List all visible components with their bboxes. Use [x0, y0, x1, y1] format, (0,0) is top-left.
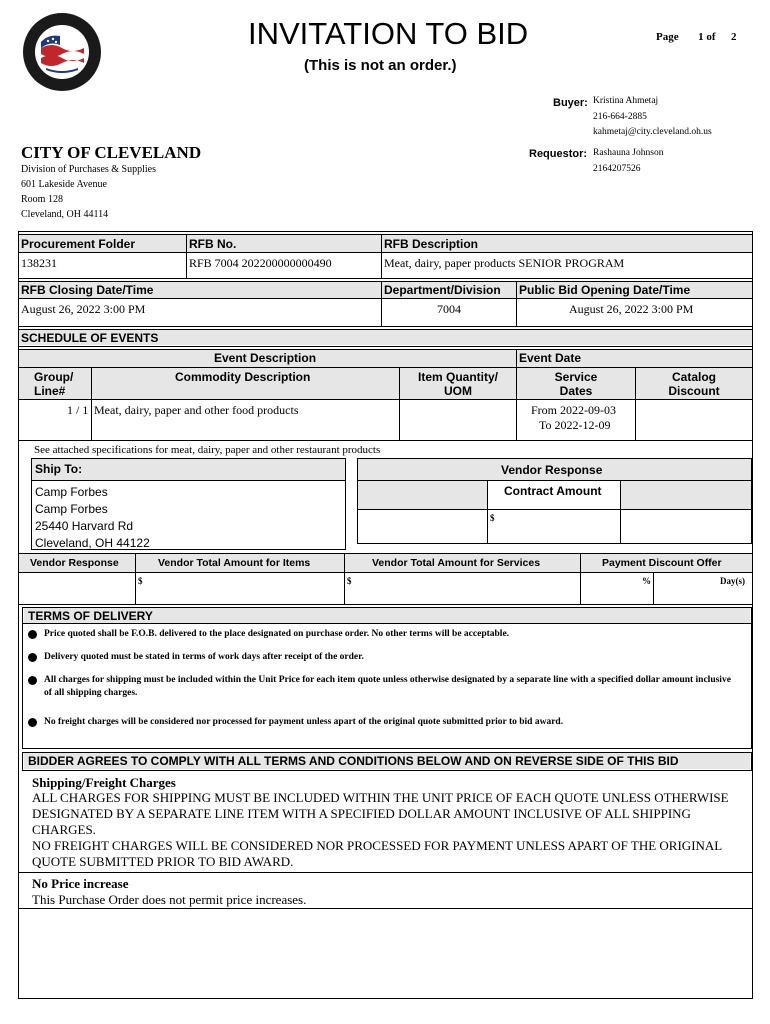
- rule: [344, 554, 345, 604]
- rule: [91, 367, 92, 440]
- vendor-total-services-label: Vendor Total Amount for Services: [372, 557, 541, 569]
- specifications-note: See attached specifications for meat, dairy, paper and other restaurant products: [34, 444, 381, 456]
- discount-percent: %: [642, 576, 651, 586]
- rule: [18, 572, 753, 573]
- terms-item-text: Delivery quoted must be stated in terms of work days after receipt of the order.: [44, 652, 364, 662]
- rfb-no-value: RFB 7004 202200000000490: [189, 256, 332, 270]
- buyer-phone: 216-664-2885: [593, 112, 647, 122]
- rule: [18, 281, 753, 282]
- ship-to-line-3: 25440 Harvard Rd: [35, 519, 134, 533]
- vendor-response-label: Vendor Response: [501, 463, 603, 477]
- procurement-folder-value: 138231: [21, 256, 57, 270]
- shipping-freight-text-1: ALL CHARGES FOR SHIPPING MUST BE INCLUDED WITHIN THE UNIT PRICE OF EACH QUOTE UNLESS OTHERWISE DESIGNATED BY A SEPARATE LINE ITEM WITH A SPECIFIED DOLLAR AMOUNT INCLUSIVE OF ALL SHIPPING CHARGES.: [32, 790, 729, 837]
- rule: [31, 480, 346, 481]
- total-services-dollar: $: [347, 576, 352, 586]
- col-service-dates: Service Dates: [554, 370, 598, 398]
- col-commodity-description: Commodity Description: [175, 370, 311, 384]
- bid-opening-value: August 26, 2022 3:00 PM: [569, 302, 694, 316]
- rule: [357, 509, 752, 510]
- payment-discount-label: Payment Discount Offer: [602, 557, 722, 569]
- service-date-from: From 2022-09-03: [531, 403, 616, 417]
- rule: [620, 480, 621, 544]
- rfb-closing-value: August 26, 2022 3:00 PM: [21, 302, 146, 316]
- rule: [186, 234, 187, 278]
- rule: [18, 604, 753, 605]
- rule: [18, 399, 753, 400]
- page-of: of: [706, 31, 716, 43]
- col-item-quantity: Item Quantity/ UOM: [417, 370, 498, 398]
- requestor-phone: 2164207526: [593, 164, 641, 174]
- org-name: CITY OF CLEVELAND: [21, 143, 202, 162]
- total-items-input[interactable]: [146, 574, 342, 602]
- org-room: Room 128: [21, 194, 63, 205]
- no-price-increase-text: This Purchase Order does not permit price increases.: [32, 892, 307, 907]
- rule: [18, 367, 753, 368]
- rule: [516, 349, 517, 367]
- rule: [18, 908, 753, 909]
- terms-item-text: Price quoted shall be F.O.B. delivered to the place designated on purchase order. No other terms will be acceptable.: [44, 629, 510, 639]
- rule: [18, 234, 753, 235]
- event-date-label: Event Date: [519, 351, 582, 365]
- rule: [381, 281, 382, 326]
- page-total: 2: [731, 31, 737, 43]
- total-services-input[interactable]: [355, 574, 578, 602]
- rule: [516, 281, 517, 326]
- bullet-icon: [28, 630, 37, 639]
- rfb-description-label: RFB Description: [384, 237, 479, 251]
- document-title: INVITATION TO BID: [248, 16, 529, 51]
- org-city: Cleveland, OH 44114: [21, 209, 109, 220]
- city-seal-logo: [22, 12, 102, 92]
- contract-amount-label: Contract Amount: [504, 484, 602, 498]
- buyer-name: Kristina Ahmetaj: [593, 96, 659, 106]
- rule: [22, 770, 752, 771]
- terms-of-delivery-label: TERMS OF DELIVERY: [28, 609, 153, 623]
- schedule-of-events-label: SCHEDULE OF EVENTS: [21, 331, 159, 345]
- ship-to-label: Ship To:: [35, 462, 83, 476]
- rule: [635, 367, 636, 440]
- rule: [135, 554, 136, 604]
- bidder-agrees-label: BIDDER AGREES TO COMPLY WITH ALL TERMS AND CONDITIONS BELOW AND ON REVERSE SIDE OF THIS BID: [28, 754, 679, 768]
- bullet-icon: [28, 653, 37, 662]
- ship-to-line-2: Camp Forbes: [35, 502, 108, 516]
- discount-percent-input[interactable]: [582, 574, 640, 602]
- rule: [18, 440, 753, 441]
- rule: [22, 607, 23, 748]
- department-label: Department/Division: [384, 283, 501, 297]
- rule: [22, 752, 23, 770]
- contract-amount-dollar: $: [490, 513, 495, 523]
- page-number: 1: [698, 31, 704, 43]
- requestor-label: Requestor:: [529, 148, 588, 160]
- contract-amount-input[interactable]: [498, 511, 618, 541]
- discount-days: Day(s): [720, 576, 745, 586]
- rule: [18, 252, 753, 253]
- rule: [381, 234, 382, 278]
- rule: [18, 329, 753, 330]
- event-description-label: Event Description: [214, 351, 317, 365]
- event-header-fill: [19, 349, 752, 399]
- rule: [22, 623, 752, 624]
- rule: [22, 748, 752, 749]
- page-indicator: [656, 31, 737, 43]
- item-line-number: 1 / 1: [67, 403, 89, 417]
- buyer-email[interactable]: kahmetaj@city.cleveland.oh.us: [593, 127, 712, 137]
- org-division: Division of Purchases & Supplies: [21, 164, 156, 175]
- rfb-no-label: RFB No.: [189, 237, 237, 251]
- rule: [399, 367, 400, 440]
- bullet-icon: [28, 718, 37, 727]
- col-group-line: Group/ Line#: [34, 370, 74, 398]
- requestor-name: Rashauna Johnson: [593, 148, 664, 158]
- ship-to-line-4: Cleveland, OH 44122: [35, 536, 150, 550]
- ship-to-line-1: Camp Forbes: [35, 485, 108, 499]
- rule: [18, 278, 753, 279]
- rule: [751, 752, 752, 770]
- rule: [18, 346, 753, 347]
- department-value: 7004: [437, 302, 461, 316]
- page-label: Page: [656, 31, 679, 43]
- rfb-closing-label: RFB Closing Date/Time: [21, 283, 154, 297]
- rule: [18, 349, 753, 350]
- document-subtitle: (This is not an order.): [304, 57, 457, 74]
- rule: [516, 367, 517, 440]
- item-description: Meat, dairy, paper and other food products: [94, 403, 299, 417]
- rule: [22, 752, 752, 753]
- bullet-icon: [28, 676, 37, 685]
- vendor-total-items-label: Vendor Total Amount for Items: [158, 557, 311, 569]
- rfb-description-value: Meat, dairy, paper products SENIOR PROGRAM: [384, 256, 625, 270]
- rule: [18, 298, 753, 299]
- no-price-increase-title: No Price increase: [32, 876, 129, 891]
- rule: [751, 607, 752, 748]
- bid-opening-label: Public Bid Opening Date/Time: [519, 283, 691, 297]
- rule: [22, 607, 752, 608]
- buyer-label: Buyer:: [553, 97, 588, 109]
- rule: [653, 572, 654, 604]
- total-items-dollar: $: [138, 576, 143, 586]
- rule: [18, 872, 753, 873]
- discount-days-input[interactable]: [655, 574, 717, 602]
- rule: [580, 554, 581, 604]
- rule: [18, 326, 753, 327]
- procurement-folder-label: Procurement Folder: [21, 237, 136, 251]
- shipping-freight-title: Shipping/Freight Charges: [32, 775, 176, 790]
- terms-item-text: No freight charges will be considered nor processed for payment unless apart of the original quote submitted prior to bid award.: [44, 717, 564, 727]
- service-date-to: To 2022-12-09: [539, 418, 611, 432]
- org-street: 601 Lakeside Avenue: [21, 179, 107, 190]
- vendor-response-input[interactable]: [20, 574, 133, 602]
- shipping-freight-text-2: NO FREIGHT CHARGES WILL BE CONSIDERED NOR PROCESSED FOR PAYMENT UNLESS APART OF THE ORIGINAL QUOTE SUBMITTED PRIOR TO BID AWARD.: [32, 838, 722, 869]
- col-catalog-discount: Catalog Discount: [668, 370, 720, 398]
- terms-item-text: All charges for shipping must be included within the Unit Price for each item quote unless otherwise designated by a separate line with a specified dollar amount inclusive of all shipping charges.: [44, 675, 731, 698]
- vendor-response-bottom-label: Vendor Response: [30, 557, 119, 569]
